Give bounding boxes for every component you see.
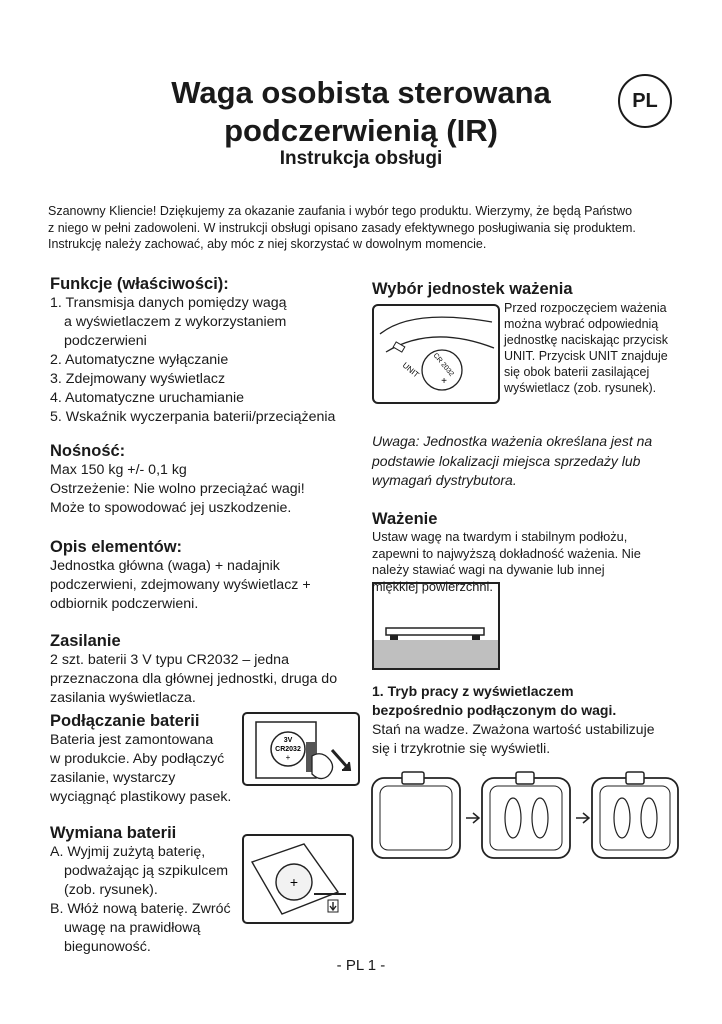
foot-icon (505, 798, 521, 838)
title-line-1: Waga osobista sterowana (171, 75, 551, 110)
text-line: podczerwieni, zdejmowany wyświetlacz + (50, 577, 311, 593)
battery-label-model: CR2032 (275, 746, 301, 753)
list-item-cont: (zob. rysunek). (64, 882, 158, 898)
text-line: Może to spowodować jej uszkodzenie. (50, 500, 292, 516)
intro-line: Szanowny Kliencie! Dziękujemy za okazanie zaufania i wybór tego produktu. Wierzymy, że będą Państwo (48, 204, 633, 218)
list-item-cont: podważając ją szpikulcem (64, 863, 229, 879)
language-badge: PL (618, 74, 672, 128)
section-wymiana (50, 823, 250, 957)
text-line: Ostrzeżenie: Nie wolno przeciążać wagi! (50, 481, 305, 497)
display-unit (516, 772, 534, 784)
foot-icon (532, 798, 548, 838)
text-line: Przed rozpoczęciem ważenia (504, 301, 667, 315)
heading-nosnosc: Nośność: (50, 442, 126, 460)
battery-replace-illustration (242, 834, 354, 924)
battery-label: CR 2032 (431, 352, 455, 378)
display-unit (626, 772, 644, 784)
text-line: się obok baterii zasilającej (504, 365, 650, 379)
text-line: Jednostka główna (waga) + nadajnik (50, 558, 280, 574)
list-item: 3. Zdejmowany wyświetlacz (50, 371, 226, 387)
list-item: 2. Automatyczne wyłączanie (50, 352, 229, 368)
display-unit (402, 772, 424, 784)
text-line: zasilania wyświetlacza. (50, 690, 196, 706)
section-nosnosc (50, 441, 350, 518)
text-line: zapewni to najwyższą dokładność ważenia. Nie (372, 545, 641, 561)
foot-icon (614, 798, 630, 838)
text-line: Bateria jest zamontowana (50, 732, 214, 748)
heading-wymiana: Wymiana baterii (50, 824, 177, 842)
text-line: miękkiej powierzchni. (372, 578, 493, 594)
uwaga-note (372, 432, 672, 491)
intro-paragraph (48, 203, 668, 253)
scale-with-feet (482, 772, 570, 858)
foot-icon (641, 798, 657, 838)
weighing-surface-illustration (372, 582, 500, 670)
scale-side (386, 628, 484, 635)
list-item: 1. Transmisja danych pomiędzy wagą (50, 295, 287, 311)
heading-zasilanie: Zasilanie (50, 632, 121, 650)
heading-wybor: Wybór jednostek ważenia (372, 280, 573, 298)
list-item-cont: biegunowość. (64, 939, 151, 955)
wybor-text (504, 300, 674, 396)
text-line: w produkcie. Aby podłączyć (50, 751, 225, 767)
arrow-right-icon (466, 813, 479, 823)
scale-foot (390, 635, 398, 640)
text-line: wyciągnąć plastikowy pasek. (50, 789, 232, 805)
battery-pull-illustration (242, 712, 360, 786)
text-line: zasilanie, wystarczy (50, 770, 176, 786)
subtitle: Instrukcja obsługi (279, 148, 443, 169)
list-item-cont: uwagę na prawidłową (64, 920, 201, 936)
text-line: Stań na wadze. Zważona wartość ustabilizuje (372, 721, 655, 737)
list-item: 4. Automatyczne uruchamianie (50, 390, 245, 406)
heading-opis: Opis elementów: (50, 538, 183, 556)
section-funkcje (50, 274, 350, 427)
page-number: - PL 1 - (336, 957, 386, 974)
plus-icon: + (441, 376, 447, 387)
section-wazenie (372, 509, 672, 595)
scale-result (592, 772, 678, 858)
heading-wazenie: Ważenie (372, 510, 438, 528)
list-item-cont: podczerwieni (64, 333, 147, 349)
text-line: można wybrać odpowiednią (504, 317, 659, 331)
text-line: odbiornik podczerwieni. (50, 596, 199, 612)
weighing-steps-illustration (370, 772, 680, 862)
section-tryb (372, 682, 692, 758)
floor-surface (374, 640, 498, 668)
list-item: B. Włóż nową baterię. Zwróć (50, 901, 231, 917)
scale-empty (372, 772, 460, 858)
list-item-cont: a wyświetlaczem z wykorzystaniem (64, 314, 287, 330)
section-zasilanie (50, 631, 350, 708)
text-line: podstawie lokalizacji miejsca sprzedaży lub (372, 452, 641, 469)
plus-icon: + (285, 753, 291, 762)
list-item: A. Wyjmij zużytą baterię, (50, 844, 206, 860)
text-line: Ustaw wagę na twardym i stabilnym podłożu, (372, 529, 628, 544)
unit-button-illustration (372, 304, 500, 404)
battery-label-3v: 3V (283, 737, 293, 744)
section-podlaczanie (50, 711, 250, 807)
section-opis (50, 537, 350, 614)
arrow-right-icon (576, 813, 589, 823)
text-line: wyświetlacz (zob. rysunek). (504, 381, 657, 395)
text-line: wymagań dystrybutora. (372, 472, 517, 488)
text-line: 2 szt. baterii 3 V typu CR2032 – jedna (50, 652, 289, 668)
plus-icon: + (289, 874, 299, 890)
heading-funkcje: Funkcje (właściwości): (50, 275, 229, 293)
intro-line: z niego w pełni zadowoleni. W instrukcji obsługi opisano zasady efektywnego posługiwania się produktem. (48, 220, 636, 235)
text-line: przeznaczona dla głównej jednostki, druga do (50, 671, 338, 687)
scale-foot (472, 635, 480, 640)
text-line: należy stawiać wagi na dywanie lub innej (372, 562, 605, 577)
text-line: Uwaga: Jednostka ważenia określana jest na (372, 433, 653, 449)
unit-label: UNIT (400, 360, 421, 380)
text-line: jednostkę naciskając przycisk (504, 333, 668, 347)
title-line-2: podczerwienią (IR) (224, 113, 498, 148)
text-line: się i trzykrotnie się wyświetli. (372, 740, 551, 756)
intro-line: Instrukcję należy zachować, aby móc z niej skorzystać w dowolnym momencie. (48, 237, 487, 251)
text-line: Max 150 kg +/- 0,1 kg (50, 462, 187, 478)
list-item: 5. Wskaźnik wyczerpania baterii/przeciążenia (50, 409, 336, 425)
heading-tryb-2: bezpośrednio podłączonym do wagi. (372, 702, 617, 718)
heading-podlaczanie: Podłączanie baterii (50, 712, 200, 730)
text-line: UNIT. Przycisk UNIT znajduje (504, 349, 668, 363)
heading-tryb-1: 1. Tryb pracy z wyświetlaczem (372, 683, 574, 699)
